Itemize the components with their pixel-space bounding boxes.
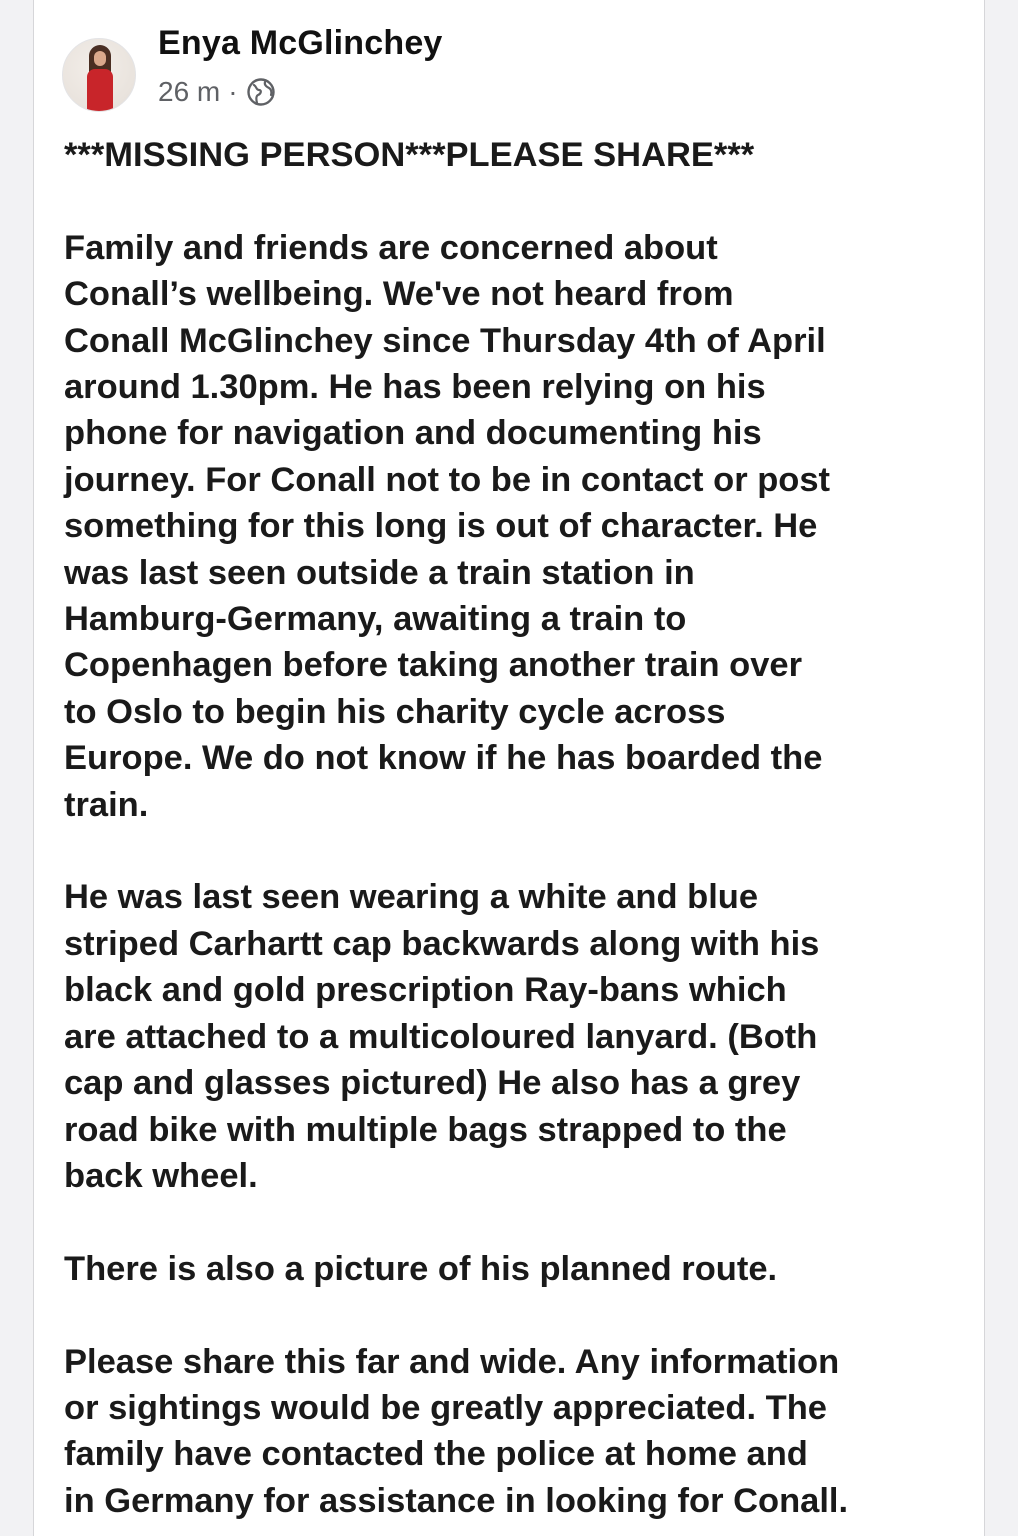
post-paragraph: He was last seen wearing a white and blue striped Carhartt cap backwards along with his black and gold prescription Ray-bans which are attached to a multicoloured lanyard. (Both cap and glasses pictured) He also has a grey road bike with multiple bags strapped to the back wheel. (64, 878, 820, 1195)
meta-separator: · (228, 76, 238, 107)
avatar-dress (87, 69, 113, 111)
avatar[interactable] (62, 38, 136, 112)
post-heading: ***MISSING PERSON***PLEASE SHARE*** (64, 136, 755, 174)
post-text (64, 132, 974, 1524)
post-card (33, 0, 985, 1536)
post-paragraph: Family and friends are concerned about Conall’s wellbeing. We've not heard from Conall McGlinchey since Thursday 4th of April around 1.30pm. He has been relying on his phone for navigation and documenting his journey. For Conall not to be in contact or post something for this long is out of character. He was last seen outside a train station in Hamburg-Germany, awaiting a train to Copenhagen before taking another train over to Oslo to begin his charity cycle across Europe. We do not know if he has boarded the train. (64, 228, 831, 824)
author-name[interactable]: Enya McGlinchey (158, 24, 443, 62)
post-timestamp[interactable]: 26 m (158, 76, 221, 107)
post-paragraph: There is also a picture of his planned route. (64, 1249, 778, 1288)
post-meta (158, 76, 276, 108)
post-paragraph: Please share this far and wide. Any information or sightings would be greatly appreciated. The family have contacted the police at home and in Germany for assistance in looking for Conall. (64, 1342, 849, 1520)
avatar-face (94, 51, 106, 66)
globe-icon[interactable] (246, 77, 276, 107)
